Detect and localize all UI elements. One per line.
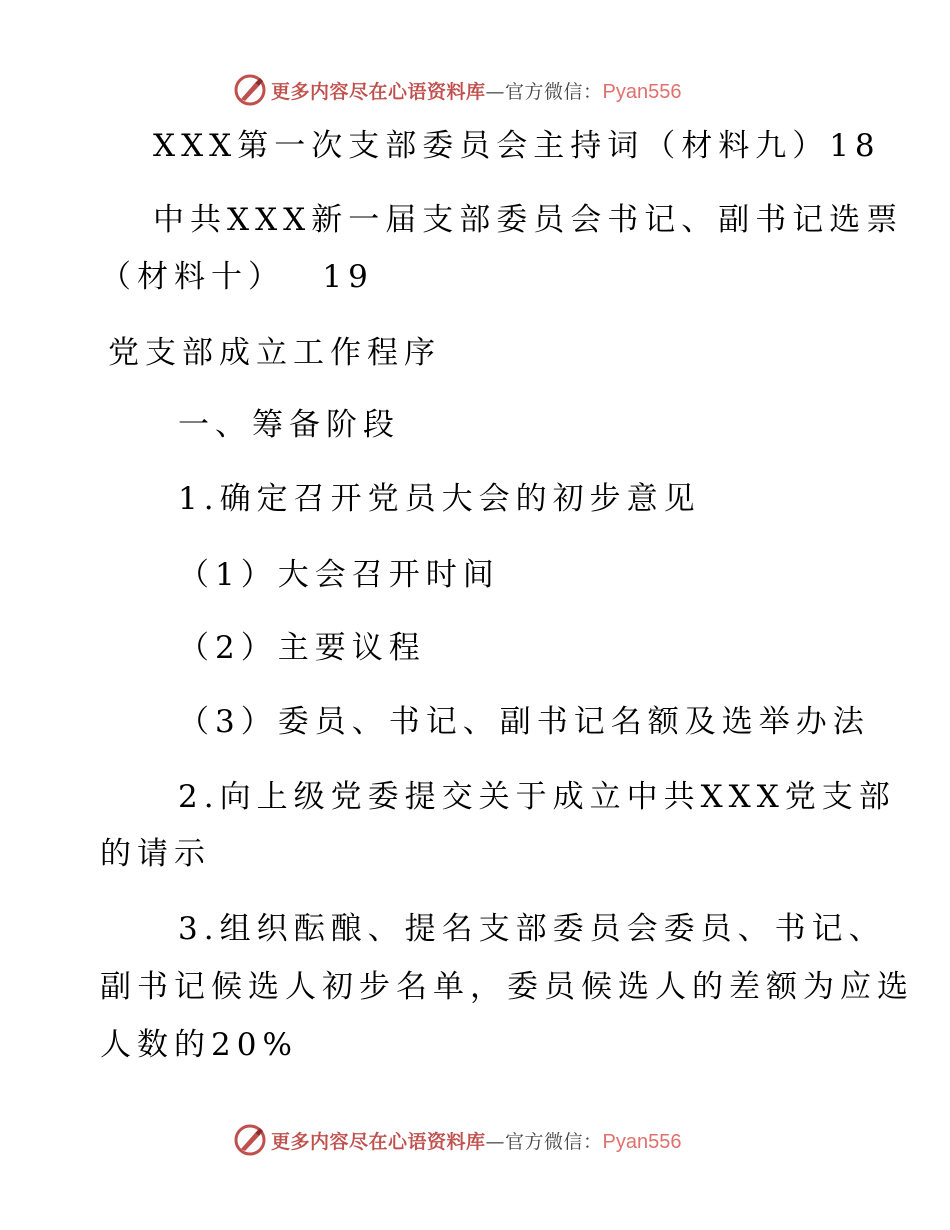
watermark-main-text: 更多内容尽在心语资料库	[271, 80, 486, 103]
doc-item-2: 2.向上级党委提交关于成立中共XXX党支部	[178, 779, 896, 815]
watermark-separator: —	[485, 80, 506, 103]
doc-item-3: 3.组织酝酿、提名支部委员会委员、书记、	[178, 911, 886, 947]
doc-item-1: 1.确定召开党员大会的初步意见	[178, 481, 701, 517]
doc-subitem-3: （3）委员、书记、副书记名额及选举办法	[178, 704, 870, 740]
doc-item-2-cont: 的请示	[100, 836, 211, 872]
doc-line-2: 中共XXX新一届支部委员会书记、副书记选票	[153, 202, 904, 238]
doc-section-title: 党支部成立工作程序	[108, 335, 441, 371]
doc-item-3-cont-2: 人数的20%	[100, 1027, 298, 1063]
doc-heading-stage: 一、筹备阶段	[178, 407, 400, 443]
watermark-footer	[233, 1122, 682, 1158]
watermark-wechat-label: 官方微信：	[505, 80, 603, 103]
watermark-wechat-id: Pyan556	[602, 1130, 682, 1153]
pen-logo-icon	[233, 1123, 267, 1157]
doc-line-3: （材料十） 19	[100, 259, 374, 295]
watermark-separator: —	[485, 1130, 506, 1153]
doc-line-1: XXX第一次支部委员会主持词（材料九）18	[153, 128, 881, 164]
watermark-header	[233, 72, 682, 108]
watermark-wechat-label: 官方微信：	[505, 1130, 603, 1153]
pen-logo-icon	[233, 73, 267, 107]
doc-subitem-2: （2）主要议程	[178, 630, 426, 666]
doc-item-3-cont-1: 副书记候选人初步名单，委员候选人的差额为应选	[100, 969, 914, 1005]
doc-subitem-1: （1）大会召开时间	[178, 557, 500, 593]
watermark-wechat-id: Pyan556	[602, 80, 682, 103]
watermark-main-text: 更多内容尽在心语资料库	[271, 1130, 486, 1153]
